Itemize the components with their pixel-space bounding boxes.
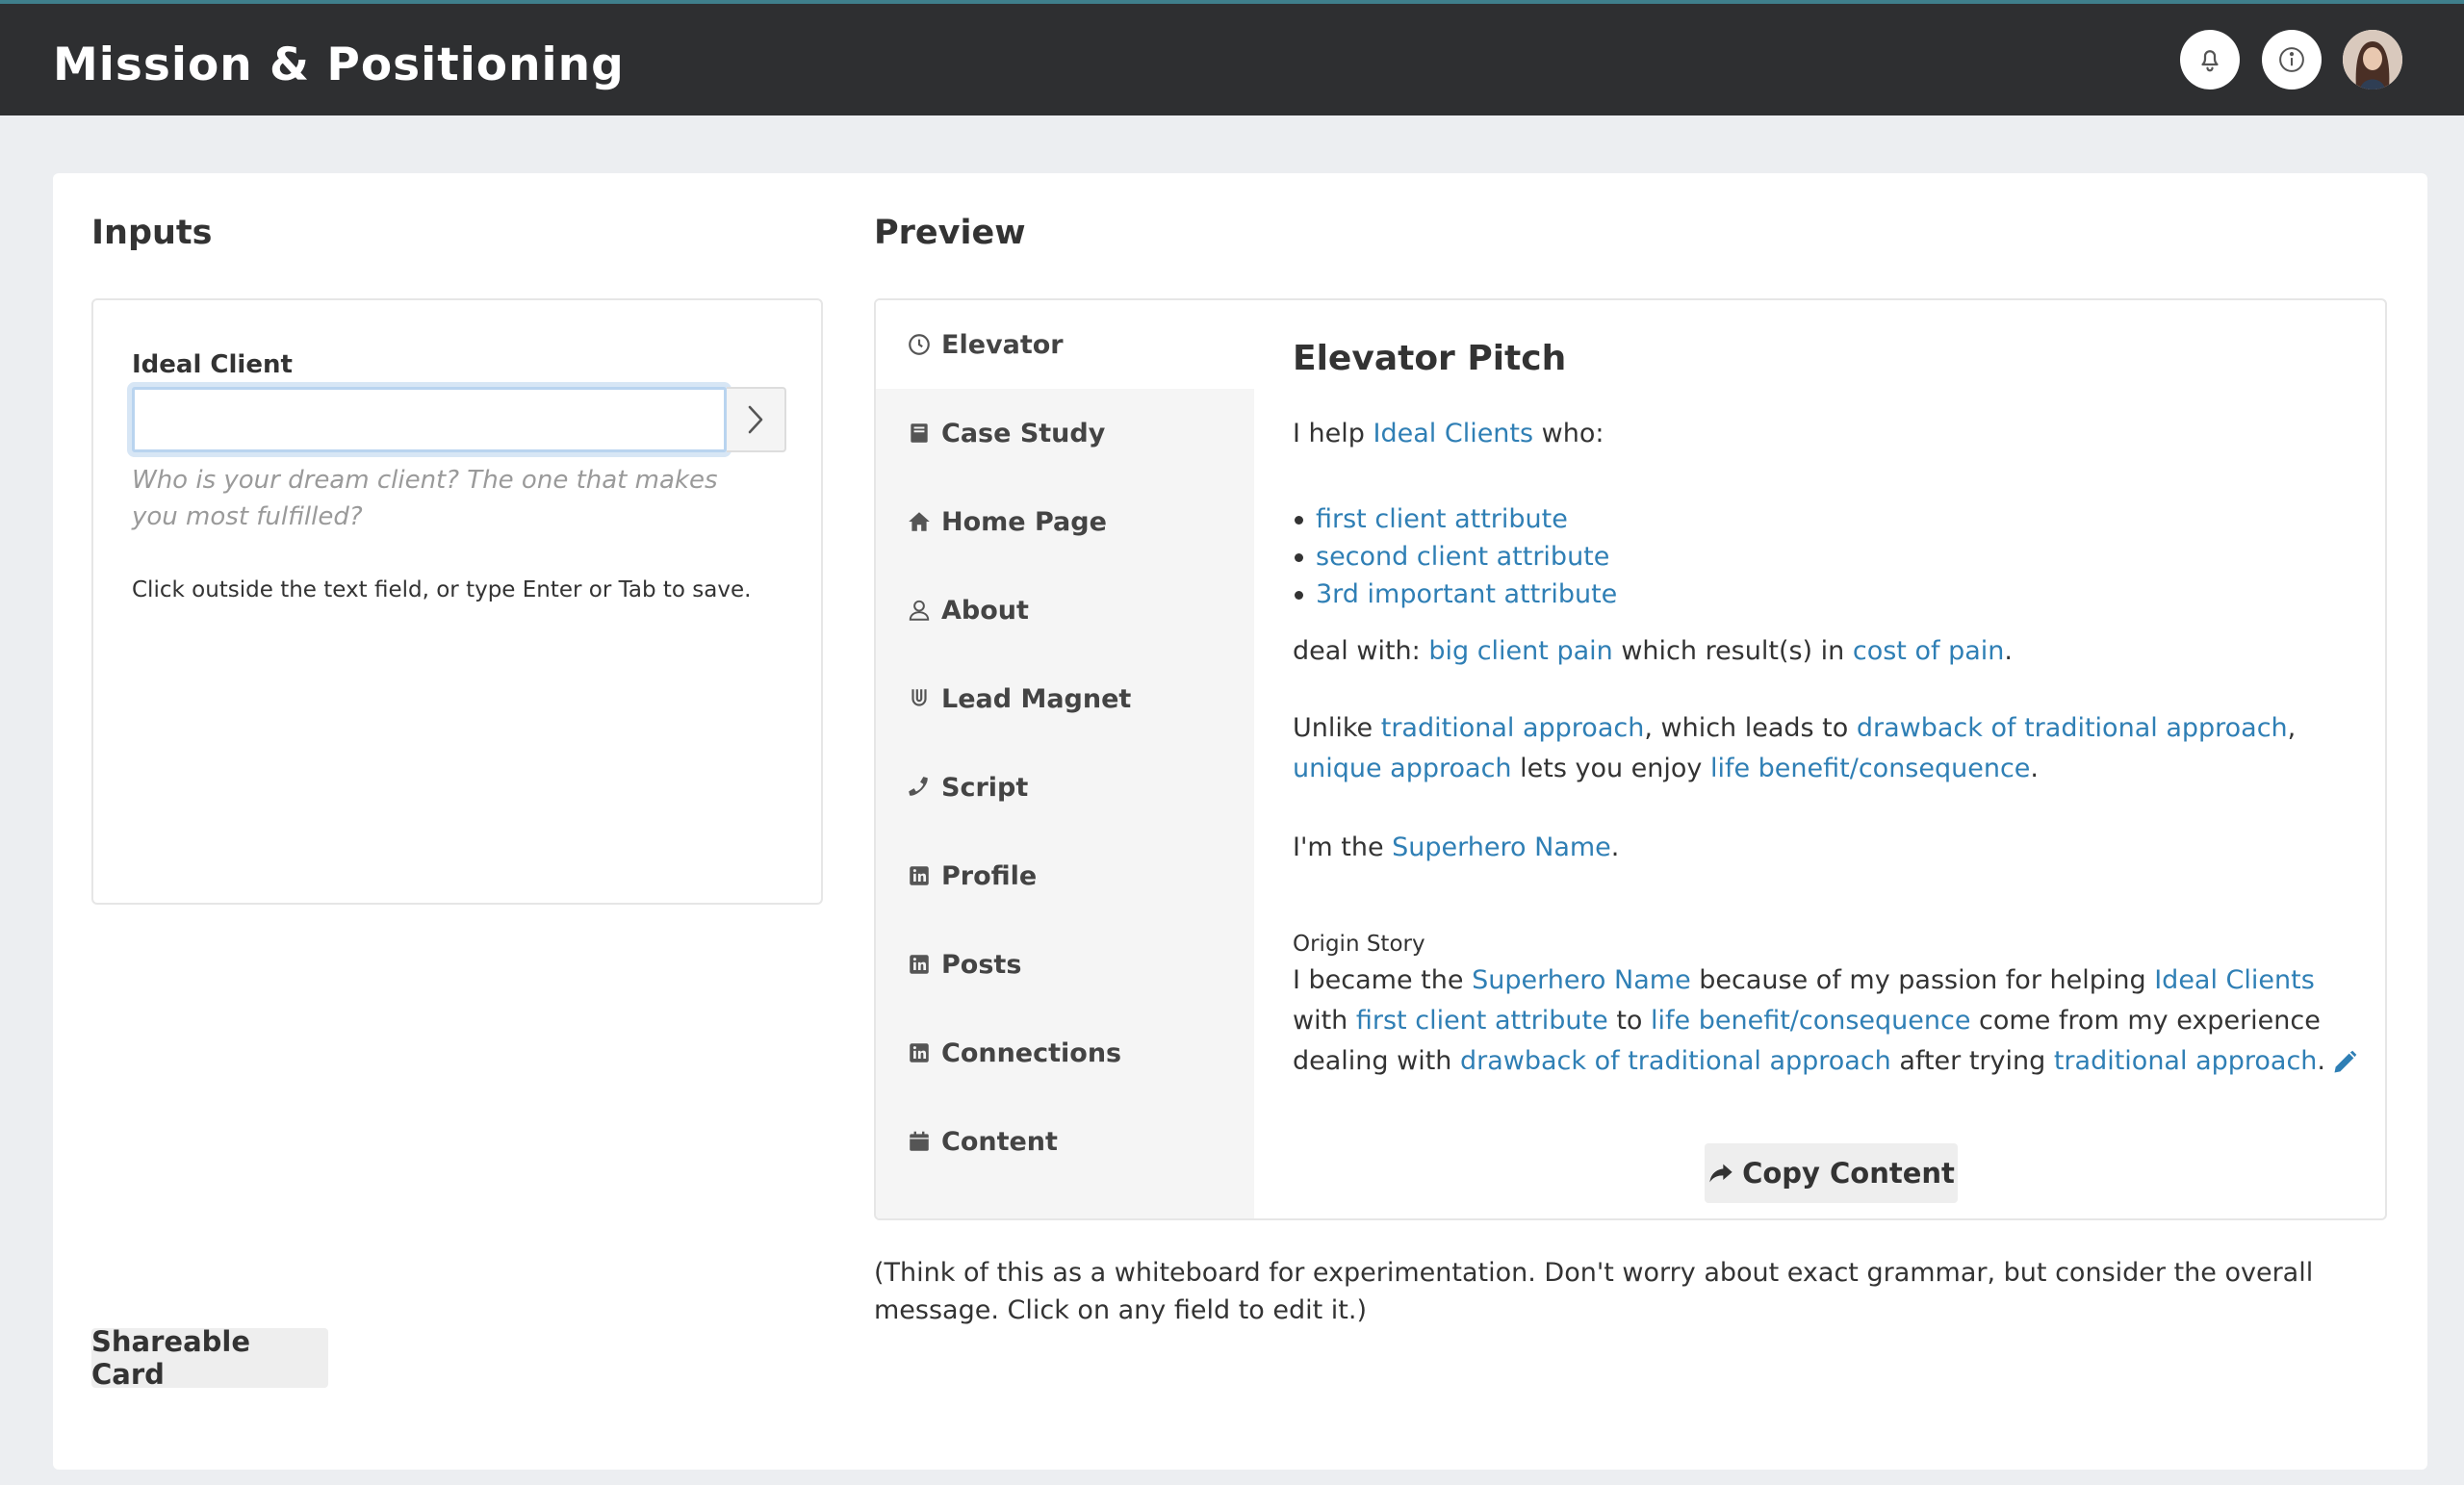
text-fragment: . <box>2030 754 2040 783</box>
client-attributes-list <box>1293 500 1617 613</box>
bell-icon <box>2195 45 2224 74</box>
shareable-card-button[interactable]: Shareable Card <box>91 1328 328 1388</box>
text-fragment: . <box>1610 832 1620 862</box>
pitch-intro <box>1293 414 2361 454</box>
origin-story <box>1293 960 2361 1082</box>
tab-label: Connections <box>941 1037 1122 1068</box>
traditional-approach-field[interactable]: traditional approach <box>1380 713 1645 743</box>
superhero-name-field[interactable]: Superhero Name <box>1472 965 1691 995</box>
info-button[interactable] <box>2262 30 2322 90</box>
attribute-field[interactable]: second client attribute <box>1316 542 1610 572</box>
inputs-panel <box>91 298 823 905</box>
text-fragment: , which leads to <box>1644 713 1857 743</box>
unique-approach-field[interactable]: unique approach <box>1293 754 1512 783</box>
pitch-approach <box>1293 708 2361 789</box>
list-item <box>1293 500 1617 538</box>
life-benefit-field[interactable]: life benefit/consequence <box>1651 1006 1971 1036</box>
text-fragment: I help <box>1293 419 1373 448</box>
linkedin-icon <box>905 1038 934 1067</box>
text-fragment: after trying <box>1890 1046 2054 1076</box>
attribute-field[interactable]: first client attribute <box>1355 1006 1608 1036</box>
notifications-button[interactable] <box>2180 30 2240 90</box>
tab-elevator[interactable] <box>876 300 1254 389</box>
avatar-image <box>2343 30 2402 90</box>
tab-posts[interactable] <box>876 920 1254 1009</box>
tab-case-study[interactable] <box>876 389 1254 477</box>
pitch-superhero <box>1293 828 2361 868</box>
ideal-client-input[interactable] <box>132 387 727 452</box>
elevator-pitch-content <box>1254 300 2387 1220</box>
origin-story-label: Origin Story <box>1293 932 1425 957</box>
linkedin-icon <box>905 861 934 890</box>
attribute-field[interactable]: first client attribute <box>1316 504 1568 534</box>
text-fragment: lets you enjoy <box>1511 754 1710 783</box>
pencil-icon[interactable] <box>2331 1049 2358 1076</box>
text-fragment: which result(s) in <box>1612 636 1853 666</box>
pitch-title: Elevator Pitch <box>1293 339 1567 378</box>
save-help-text: Click outside the text field, or type Enter or Tab to save. <box>132 577 752 602</box>
cost-of-pain-field[interactable]: cost of pain <box>1852 636 2005 666</box>
phone-icon <box>905 773 934 802</box>
ideal-clients-field[interactable]: Ideal Clients <box>1373 419 1534 448</box>
share-icon <box>1707 1160 1734 1187</box>
tab-home-page[interactable] <box>876 477 1254 566</box>
copy-content-button[interactable] <box>1705 1143 1958 1203</box>
preview-heading: Preview <box>874 214 1026 252</box>
ideal-client-field-group <box>132 387 783 452</box>
copy-content-label: Copy Content <box>1742 1157 1955 1190</box>
traditional-approach-field[interactable]: traditional approach <box>2053 1046 2318 1076</box>
life-benefit-field[interactable]: life benefit/consequence <box>1709 754 2031 783</box>
info-icon <box>2277 45 2306 74</box>
tab-label: Script <box>941 772 1029 803</box>
inputs-heading: Inputs <box>91 214 213 252</box>
save-field-button[interactable] <box>727 387 786 452</box>
home-icon <box>905 507 934 536</box>
whiteboard-note: (Think of this as a whiteboard for experimentation. Don't worry about exact grammar, but consider the overall message. Click on any field to edit it.) <box>874 1258 2314 1325</box>
tab-label: Lead Magnet <box>941 683 1132 714</box>
linkedin-icon <box>905 950 934 979</box>
text-fragment: who: <box>1533 419 1604 448</box>
main-card <box>53 173 2427 1470</box>
attribute-field[interactable]: 3rd important attribute <box>1316 579 1618 609</box>
page-title: Mission & Positioning <box>53 38 625 91</box>
tab-label: Posts <box>941 949 1022 980</box>
field-hint: Who is your dream client? The one that makes you most fulfilled? <box>132 466 718 531</box>
text-fragment: Unlike <box>1293 713 1381 743</box>
tab-label: Profile <box>941 860 1038 891</box>
tab-label: Elevator <box>941 329 1064 360</box>
top-bar <box>0 0 2464 115</box>
tab-script[interactable] <box>876 743 1254 832</box>
text-fragment: , <box>2287 713 2297 743</box>
text-fragment: come from my experience dealing with <box>1293 1006 2321 1076</box>
chevron-right-icon <box>744 403 767 436</box>
text-fragment: I'm the <box>1293 832 1393 862</box>
magnet-icon <box>905 684 934 713</box>
text-fragment: I became the <box>1293 965 1473 995</box>
book-icon <box>905 419 934 448</box>
tab-content[interactable] <box>876 1097 1254 1186</box>
list-item <box>1293 538 1617 576</box>
tab-label: Case Study <box>941 418 1106 448</box>
pitch-pain <box>1293 631 2361 672</box>
tab-label: Content <box>941 1126 1058 1157</box>
drawback-field[interactable]: drawback of traditional approach <box>1856 713 2288 743</box>
text-fragment: to <box>1607 1006 1652 1036</box>
tab-label: Home Page <box>941 506 1107 537</box>
text-fragment: . <box>2004 636 2013 666</box>
list-item <box>1293 576 1617 613</box>
clock-icon <box>905 330 934 359</box>
tab-label: About <box>941 595 1029 626</box>
tab-connections[interactable] <box>876 1009 1254 1097</box>
drawback-field[interactable]: drawback of traditional approach <box>1460 1046 1891 1076</box>
preview-tabs <box>876 300 1254 1220</box>
tab-about[interactable] <box>876 566 1254 654</box>
text-fragment: deal with: <box>1293 636 1429 666</box>
tab-profile[interactable] <box>876 832 1254 920</box>
ideal-clients-field[interactable]: Ideal Clients <box>2154 965 2315 995</box>
text-fragment: because of my passion for helping <box>1690 965 2155 995</box>
preview-panel <box>874 298 2387 1220</box>
big-client-pain-field[interactable]: big client pain <box>1428 636 1613 666</box>
ideal-client-label: Ideal Client <box>132 350 293 379</box>
superhero-name-field[interactable]: Superhero Name <box>1392 832 1611 862</box>
text-fragment: with <box>1293 1006 1356 1036</box>
text-fragment: . <box>2317 1046 2326 1076</box>
user-avatar[interactable] <box>2343 30 2402 90</box>
tab-lead-magnet[interactable] <box>876 654 1254 743</box>
user-icon <box>905 596 934 625</box>
calendar-icon <box>905 1127 934 1156</box>
